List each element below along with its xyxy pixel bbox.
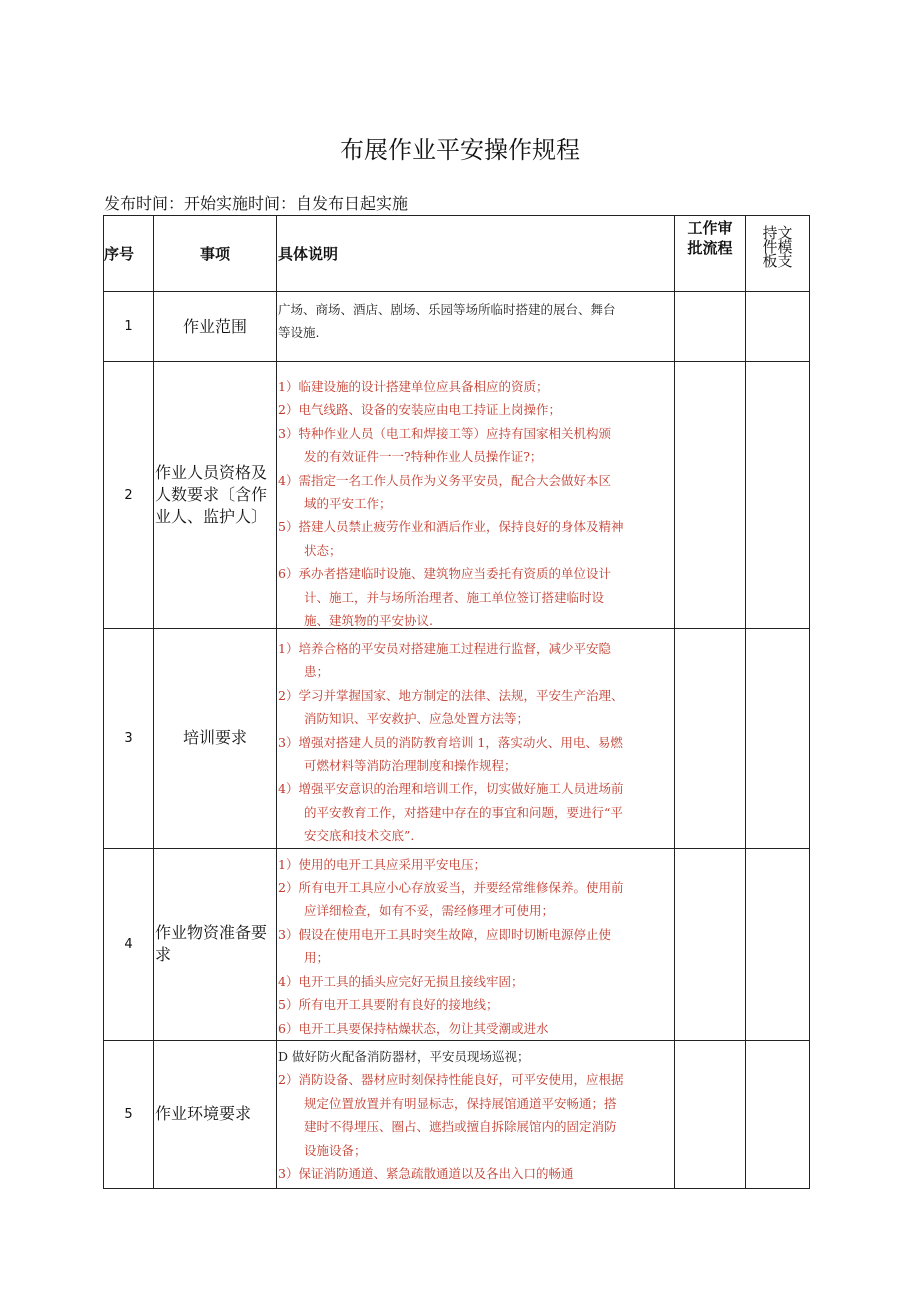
procedure-table bbox=[103, 215, 810, 1189]
row-description bbox=[277, 292, 675, 362]
table-header-row bbox=[104, 216, 810, 292]
row-number: 5 bbox=[104, 1040, 154, 1188]
description-line: 施、建筑物的平安协议. bbox=[304, 613, 433, 628]
publish-info: 发布时间：开始实施时间：自发布日起实施 bbox=[104, 194, 409, 213]
row-description bbox=[277, 848, 675, 1040]
description-line: 建时不得埋压、圈占、遮挡或擅自拆除展馆内的固定消防 bbox=[304, 1119, 617, 1135]
description-line: 设施设备； bbox=[304, 1142, 367, 1158]
description-line: 患； bbox=[304, 664, 330, 680]
description-line: 用； bbox=[304, 950, 330, 966]
description-line: 3）保证消防通道、紧急疏散通道以及各出入口的畅通 bbox=[278, 1165, 574, 1181]
page-title: 布展作业平安操作规程 bbox=[340, 136, 580, 164]
description-line: 规定位置放置并有明显标志，保持展馆通道平安畅通；搭 bbox=[304, 1095, 617, 1111]
row-item: 作业环境要求 bbox=[154, 1040, 277, 1188]
header-desc: 具体说明 bbox=[277, 216, 675, 292]
row-description bbox=[277, 1040, 675, 1188]
row-approval-flow bbox=[675, 848, 746, 1040]
table-row bbox=[104, 848, 810, 1040]
table-row bbox=[104, 292, 810, 362]
description-line: 4）需指定一名工作人员作为义务平安员，配合大会做好本区 bbox=[278, 472, 611, 488]
header-item: 事项 bbox=[154, 216, 277, 292]
row-number: 3 bbox=[104, 629, 154, 849]
description-line: 4）电开工具的插头应完好无损且接线牢固； bbox=[278, 973, 524, 989]
description-line: 状态； bbox=[304, 542, 342, 558]
description-line: 3）假设在使用电开工具时突生故障，应即时切断电源停止使 bbox=[278, 926, 611, 942]
header-no: 序号 bbox=[104, 216, 154, 292]
description-line: 6）电开工具要保持枯燥状态，勿让其受潮或进水 bbox=[278, 1020, 549, 1036]
description-line: 计、施工，并与场所治理者、施工单位签订搭建临时设 bbox=[304, 589, 605, 605]
description-line: 1）使用的电开工具应采用平安电压； bbox=[278, 856, 486, 872]
table-row bbox=[104, 629, 810, 849]
description-line: 安交底和技术交底”. bbox=[304, 828, 415, 844]
description-line: 2）电气线路、设备的安装应由电工持证上岗操作； bbox=[278, 402, 561, 418]
row-number: 1 bbox=[104, 292, 154, 362]
header-flow-text: 工作审批流程 bbox=[687, 219, 733, 257]
row-item: 作业范围 bbox=[154, 292, 277, 362]
row-item: 作业物资准备要求 bbox=[154, 848, 277, 1040]
row-item: 培训要求 bbox=[154, 629, 277, 849]
description-line: 广场、商场、酒店、剧场、乐园等场所临时搭建的展台、舞台 bbox=[278, 302, 616, 317]
description-line: 域的平安工作； bbox=[304, 496, 392, 512]
row-template bbox=[746, 1040, 810, 1188]
row-template bbox=[746, 292, 810, 362]
header-template-text: 持文件模板支 bbox=[762, 224, 793, 270]
header-template bbox=[746, 216, 810, 292]
description-line: D 做好防火配备消防器材，平安员现场巡视； bbox=[278, 1048, 530, 1064]
description-line: 消防知识、平安救护、应急处置方法等； bbox=[304, 711, 530, 727]
row-number: 2 bbox=[104, 362, 154, 629]
table-row bbox=[104, 1040, 810, 1188]
table-row bbox=[104, 362, 810, 629]
description-line: 2）消防设备、器材应时刻保持性能良好，可平安使用，应根据 bbox=[278, 1072, 624, 1088]
row-approval-flow bbox=[675, 629, 746, 849]
description-line: 3）增强对搭建人员的消防教育培训 1，落实动火、用电、易燃 bbox=[278, 734, 623, 750]
row-template bbox=[746, 848, 810, 1040]
row-approval-flow bbox=[675, 1040, 746, 1188]
row-description bbox=[277, 629, 675, 849]
row-template bbox=[746, 629, 810, 849]
description-line: 的平安教育工作，对搭建中存在的事宜和问题，要进行“平 bbox=[304, 804, 623, 820]
description-line: 2）所有电开工具应小心存放妥当，并要经常维修保养。使用前 bbox=[278, 880, 624, 896]
description-line: 3）特种作业人员（电工和焊接工等）应持有国家相关机构颁 bbox=[278, 425, 611, 441]
description-line: 1）临建设施的设计搭建单位应具备相应的资质； bbox=[278, 379, 549, 394]
row-number: 4 bbox=[104, 848, 154, 1040]
description-line: 应详细检查，如有不妥，需经修理才可使用； bbox=[304, 903, 555, 919]
row-item: 作业人员资格及人数要求〔含作业人、监护人〕 bbox=[154, 362, 277, 629]
description-line: 5）搭建人员禁止疲劳作业和酒后作业，保持良好的身体及精神 bbox=[278, 519, 624, 535]
row-approval-flow bbox=[675, 292, 746, 362]
description-line: 2）学习并掌握国家、地方制定的法律、法规，平安生产治理、 bbox=[278, 687, 624, 703]
header-flow bbox=[675, 216, 746, 292]
row-description bbox=[277, 362, 675, 629]
description-line: 6）承办者搭建临时设施、建筑物应当委托有资质的单位设计 bbox=[278, 566, 611, 582]
description-line: 5）所有电开工具要附有良好的接地线； bbox=[278, 997, 499, 1013]
description-line: 4）增强平安意识的治理和培训工作，切实做好施工人员进场前 bbox=[278, 781, 624, 797]
description-line: 可燃材料等消防治理制度和操作规程； bbox=[304, 758, 517, 774]
row-approval-flow bbox=[675, 362, 746, 629]
description-line: 等设施. bbox=[278, 325, 320, 341]
description-line: 1）培养合格的平安员对搭建施工过程进行监督，减少平安隐 bbox=[278, 641, 611, 656]
row-template bbox=[746, 362, 810, 629]
description-line: 发的有效证件一一?特种作业人员操作证?； bbox=[304, 449, 543, 465]
